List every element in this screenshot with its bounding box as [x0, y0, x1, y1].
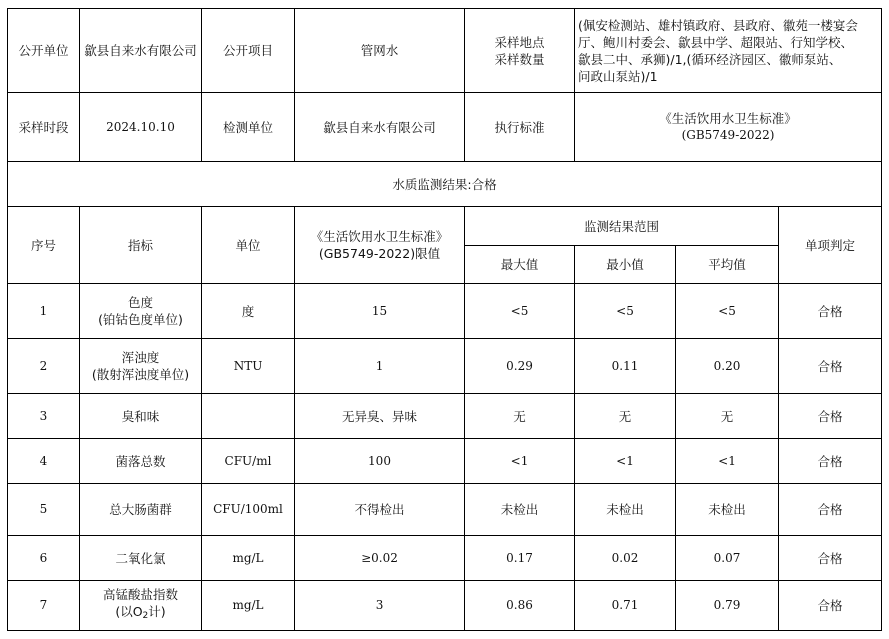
lab-value: 歙县自来水有限公司 [295, 93, 465, 162]
row-min: <5 [575, 284, 676, 339]
site-label [465, 9, 575, 93]
row-limit: ≥0.02 [295, 536, 465, 581]
row-no: 7 [8, 581, 80, 631]
site-value [575, 9, 882, 93]
row-indicator-name: 浑浊度 [121, 350, 160, 365]
col-header-max: 最大值 [465, 246, 575, 284]
row-indicator [80, 284, 202, 339]
result-banner-row [8, 162, 882, 207]
site-value-line-4: 问政山泵站)/1 [578, 68, 658, 84]
row-indicator-note [82, 603, 199, 625]
row-indicator [80, 339, 202, 394]
row-unit: CFU/100ml [202, 484, 295, 536]
col-header-range: 监测结果范围 [465, 207, 779, 246]
row-limit: 无异臭、异味 [295, 394, 465, 439]
table-row [8, 284, 882, 339]
row-verdict: 合格 [779, 536, 882, 581]
standard-value [575, 93, 882, 162]
site-label-line-1: 采样地点 [494, 34, 545, 50]
water-quality-table [7, 8, 882, 631]
row-indicator-name: 高锰酸盐指数 [102, 587, 178, 602]
row-unit: mg/L [202, 536, 295, 581]
row-min: <1 [575, 439, 676, 484]
row-limit: 15 [295, 284, 465, 339]
note-prefix: (以O [115, 604, 143, 619]
col-header-min: 最小值 [575, 246, 676, 284]
row-verdict: 合格 [779, 484, 882, 536]
project-value: 管网水 [295, 9, 465, 93]
row-limit: 1 [295, 339, 465, 394]
row-max: <5 [465, 284, 575, 339]
row-indicator [80, 581, 202, 631]
table-row [8, 536, 882, 581]
row-verdict: 合格 [779, 339, 882, 394]
row-no: 3 [8, 394, 80, 439]
row-indicator-name: 总大肠菌群 [80, 484, 202, 536]
site-value-line-2: 厅、鲍川村委会、歙县中学、超限站、行知学校、 [578, 34, 854, 50]
row-min: 0.02 [575, 536, 676, 581]
row-indicator-name: 臭和味 [80, 394, 202, 439]
period-value: 2024.10.10 [80, 93, 202, 162]
standard-value-line-2: (GB5749-2022) [681, 128, 775, 142]
row-no: 1 [8, 284, 80, 339]
site-value-line-3: 歙县二中、承狮)/1,(循环经济园区、徽师泵站、 [578, 51, 842, 67]
row-limit: 不得检出 [295, 484, 465, 536]
row-max: 0.86 [465, 581, 575, 631]
row-avg: 无 [676, 394, 779, 439]
table-row [8, 394, 882, 439]
row-min: 无 [575, 394, 676, 439]
row-verdict: 合格 [779, 394, 882, 439]
row-avg: 未检出 [676, 484, 779, 536]
header-row-publisher [8, 9, 882, 93]
row-indicator-name: 二氧化氯 [80, 536, 202, 581]
row-max: 未检出 [465, 484, 575, 536]
publisher-value: 歙县自来水有限公司 [80, 9, 202, 93]
row-max: 0.17 [465, 536, 575, 581]
site-value-line-1: (佩安检测站、雄村镇政府、县政府、徽苑一楼宴会 [578, 17, 858, 33]
row-max: 0.29 [465, 339, 575, 394]
row-avg: <1 [676, 439, 779, 484]
table-row [8, 484, 882, 536]
row-min: 0.11 [575, 339, 676, 394]
row-verdict: 合格 [779, 439, 882, 484]
row-unit: NTU [202, 339, 295, 394]
col-header-no: 序号 [8, 207, 80, 284]
result-banner: 水质监测结果:合格 [8, 162, 882, 207]
col-header-unit: 单位 [202, 207, 295, 284]
row-avg: 0.79 [676, 581, 779, 631]
table-row [8, 581, 882, 631]
col-header-limit-line-1: 《生活饮用水卫生标准》 [310, 229, 449, 244]
row-unit: CFU/ml [202, 439, 295, 484]
row-avg: 0.07 [676, 536, 779, 581]
col-header-avg: 平均值 [676, 246, 779, 284]
col-header-verdict: 单项判定 [779, 207, 882, 284]
table-row [8, 339, 882, 394]
site-label-line-2: 采样数量 [494, 51, 545, 67]
row-no: 4 [8, 439, 80, 484]
publisher-label: 公开单位 [8, 9, 80, 93]
row-indicator-note: (散射浑浊度单位) [91, 367, 190, 382]
row-unit [202, 394, 295, 439]
standard-value-line-1: 《生活饮用水卫生标准》 [659, 111, 797, 126]
standard-label: 执行标准 [465, 93, 575, 162]
row-indicator-note: (铂钴色度单位) [98, 312, 183, 327]
row-indicator-name: 菌落总数 [80, 439, 202, 484]
period-label: 采样时段 [8, 93, 80, 162]
note-suffix: 计) [148, 604, 166, 619]
row-verdict: 合格 [779, 581, 882, 631]
col-header-limit [295, 207, 465, 284]
row-max: <1 [465, 439, 575, 484]
row-no: 2 [8, 339, 80, 394]
row-avg: <5 [676, 284, 779, 339]
col-header-limit-line-2: (GB5749-2022)限值 [318, 246, 441, 261]
column-header-row-1 [8, 207, 882, 246]
row-max: 无 [465, 394, 575, 439]
row-indicator-name: 色度 [127, 295, 153, 310]
lab-label: 检测单位 [202, 93, 295, 162]
row-no: 5 [8, 484, 80, 536]
header-row-period [8, 93, 882, 162]
col-header-indicator: 指标 [80, 207, 202, 284]
row-limit: 100 [295, 439, 465, 484]
row-limit: 3 [295, 581, 465, 631]
row-verdict: 合格 [779, 284, 882, 339]
row-min: 0.71 [575, 581, 676, 631]
row-unit: 度 [202, 284, 295, 339]
project-label: 公开项目 [202, 9, 295, 93]
row-min: 未检出 [575, 484, 676, 536]
row-no: 6 [8, 536, 80, 581]
row-unit: mg/L [202, 581, 295, 631]
table-row [8, 439, 882, 484]
note-subscript: 2 [142, 611, 149, 621]
row-avg: 0.20 [676, 339, 779, 394]
